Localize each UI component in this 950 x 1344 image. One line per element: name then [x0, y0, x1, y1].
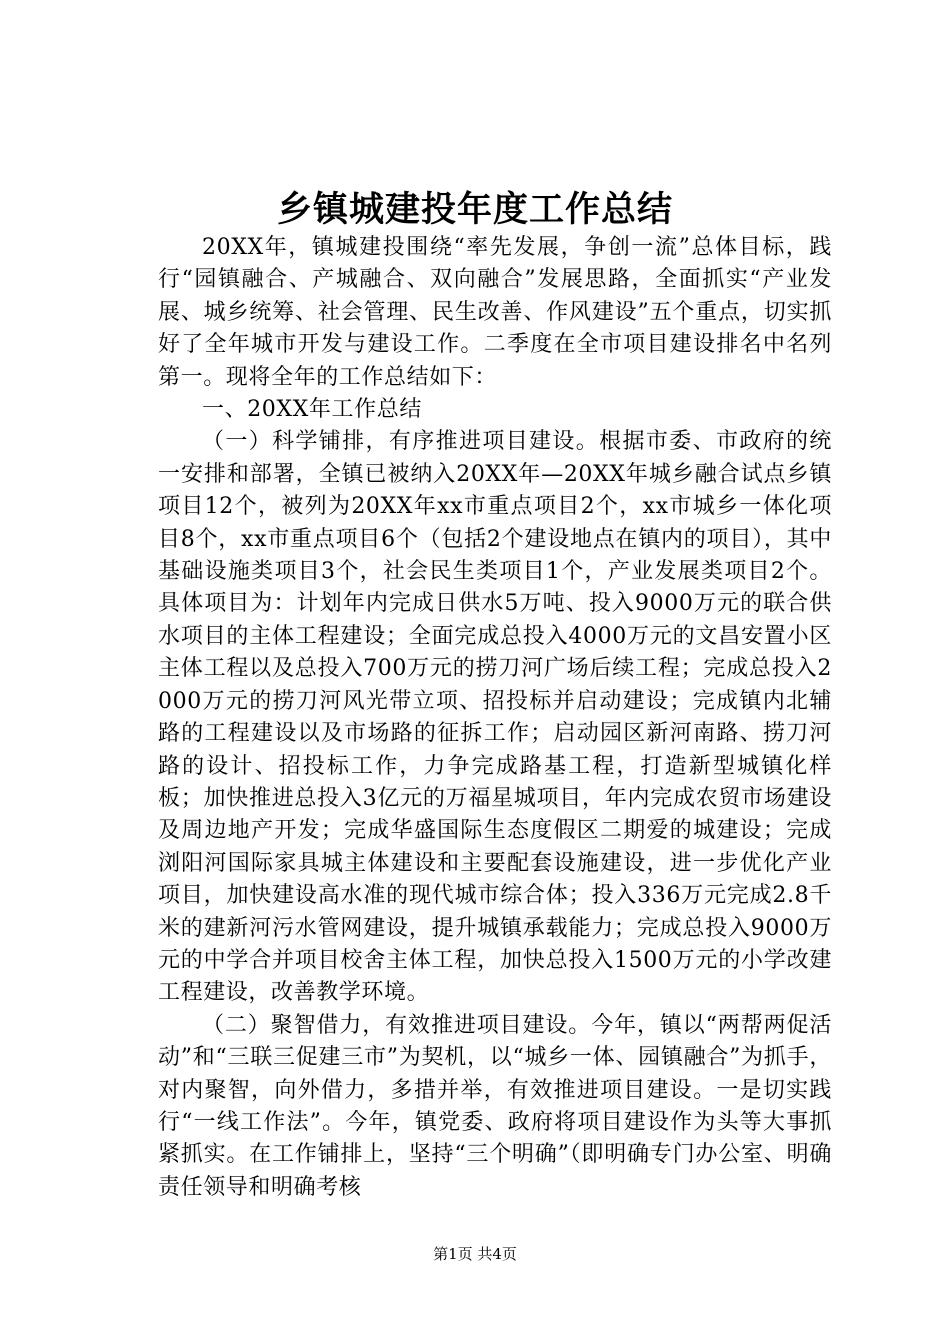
paragraph-intro: 20XX年，镇城建投围绕“率先发展，争创一流”总体目标，践行“园镇融合、产城融合、双向融合”发展思路，全面抓实“产业发展、城乡统筹、社会管理、民生改善、作风建设”五个重点，切实抓好了全年城市开发与建设工作。二季度在全市项目建设排名中名列第一。现将全年的工作总结如下：: [158, 235, 832, 390]
paragraph-section-2: （二）聚智借力，有效推进项目建设。今年，镇以“两帮两促活动”和“三联三促建三市”为契机，以“城乡一体、园镇融合”为抓手，对内聚智，向外借力，多措并举，有效推进项目建设。一是切实践行“一线工作法”。今年，镇党委、政府将项目建设作为头等大事抓紧抓实。在工作铺排上，坚持“三个明确”（即明确专门办公室、明确责任领导和明确考核: [158, 1012, 832, 1200]
paragraph-section-1: （一）科学铺排，有序推进项目建设。根据市委、市政府的统一安排和部署，全镇已被纳入20XX年—20XX年城乡融合试点乡镇项目12个，被列为20XX年xx市重点项目2个，xx市城乡一体化项目8个，xx市重点项目6个（包括2个建设地点在镇内的项目），其中基础设施类项目3个，社会民生类项目1个，产业发展类项目2个。具体项目为：计划年内完成日供水5万吨、投入9000万元的联合供水项目的主体工程建设；全面完成总投入4000万元的文昌安置小区主体工程以及总投入700万元的捞刀河广场后续工程；完成总投入2000万元的捞刀河风光带立项、招投标并启动建设；完成镇内北辅路的工程建设以及市场路的征拆工作；启动园区新河南路、捞刀河路的设计、招投标工作，力争完成路基工程，打造新型城镇化样板；加快推进总投入3亿元的万福星城项目，年内完成农贸市场建设及周边地产开发；完成华盛国际生态度假区二期爱的城建设；完成浏阳河国际家具城主体建设和主要配套设施建设，进一步优化产业项目，加快建设高水准的现代城市综合体；投入336万元完成2.8千米的建新河污水管网建设，提升城镇承载能力；完成总投入9000万元的中学合并项目校舍主体工程，加快总投入1500万元的小学改建工程建设，改善教学环境。: [158, 429, 832, 1006]
document-body: [158, 232, 832, 1204]
document-title: 乡镇城建投年度工作总结: [276, 190, 673, 230]
page-number-footer: 第1页 共4页: [433, 1245, 517, 1263]
section-heading: 一、20XX年工作总结: [202, 397, 422, 423]
